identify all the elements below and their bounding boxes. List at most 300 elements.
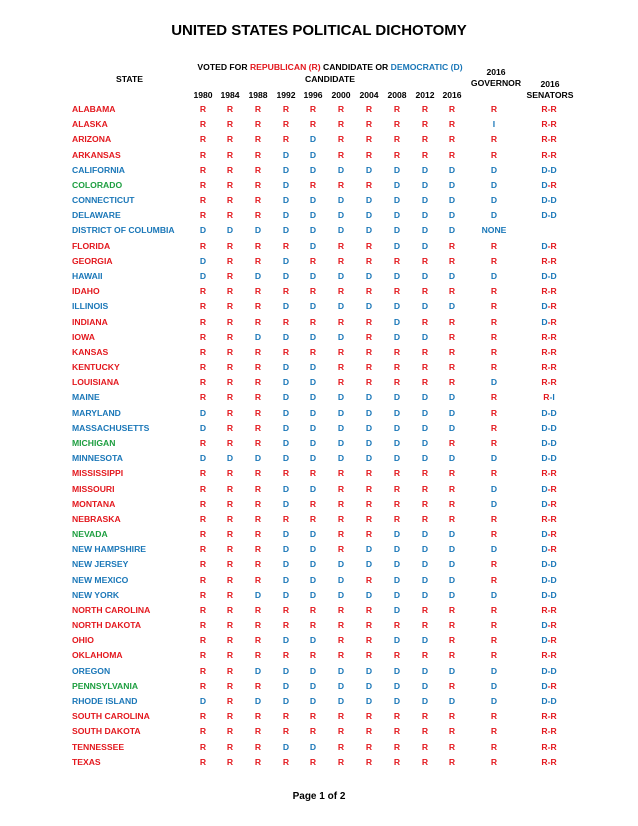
vote-cell: R bbox=[199, 468, 207, 479]
vote-cell: D bbox=[421, 574, 429, 585]
vote-cell: R bbox=[393, 756, 401, 767]
vote-cell: R bbox=[199, 195, 207, 206]
vote-cell: D bbox=[393, 559, 401, 570]
state-name: CONNECTICUT bbox=[72, 195, 135, 206]
vote-cell: R bbox=[226, 362, 234, 373]
vote-cell: R bbox=[393, 134, 401, 145]
vote-cell: D bbox=[448, 179, 456, 190]
vote-cell: R bbox=[254, 392, 262, 403]
vote-cell: R bbox=[282, 620, 290, 631]
vote-cell: D bbox=[365, 225, 373, 236]
vote-cell: R bbox=[448, 635, 456, 646]
vote-cell: R bbox=[393, 498, 401, 509]
vote-cell: R bbox=[282, 711, 290, 722]
vote-cell: R bbox=[365, 620, 373, 631]
governor-cell: D bbox=[490, 270, 498, 281]
vote-cell: R bbox=[254, 711, 262, 722]
senators-cell: D-D bbox=[541, 665, 557, 676]
vote-cell: D bbox=[421, 422, 429, 433]
table-row bbox=[0, 620, 638, 635]
governor-cell: D bbox=[490, 665, 498, 676]
vote-cell: R bbox=[226, 422, 234, 433]
voted-democratic: DEMOCRATIC (D) bbox=[390, 62, 463, 72]
year-header-2012: 2012 bbox=[415, 90, 435, 100]
vote-cell: R bbox=[421, 346, 429, 357]
year-header-1980: 1980 bbox=[193, 90, 213, 100]
state-name: ILLINOIS bbox=[72, 301, 109, 312]
vote-cell: D bbox=[421, 665, 429, 676]
governor-cell: R bbox=[490, 255, 498, 266]
vote-cell: R bbox=[421, 316, 429, 327]
senators-cell: D-R bbox=[541, 498, 557, 509]
vote-cell: R bbox=[199, 134, 207, 145]
vote-cell: D bbox=[365, 392, 373, 403]
vote-cell: R bbox=[393, 377, 401, 388]
page-title: UNITED STATES POLITICAL DICHOTOMY bbox=[171, 22, 467, 39]
page-footer: Page 1 of 2 bbox=[292, 791, 346, 802]
vote-cell: R bbox=[365, 119, 373, 130]
vote-cell: D bbox=[254, 453, 262, 464]
governor-cell: NONE bbox=[481, 225, 507, 236]
vote-cell: R bbox=[365, 104, 373, 114]
vote-cell: D bbox=[309, 270, 317, 281]
vote-cell: R bbox=[421, 255, 429, 266]
vote-cell: R bbox=[365, 513, 373, 524]
vote-cell: R bbox=[393, 362, 401, 373]
state-name: NEW HAMPSHIRE bbox=[72, 544, 147, 555]
vote-cell: R bbox=[226, 483, 234, 494]
year-header-1996: 1996 bbox=[303, 90, 323, 100]
state-name: MISSOURI bbox=[72, 483, 115, 494]
vote-cell: D bbox=[309, 574, 317, 585]
vote-cell: D bbox=[282, 574, 290, 585]
senators-cell: D-D bbox=[541, 270, 557, 281]
vote-cell: D bbox=[282, 483, 290, 494]
governor-cell: D bbox=[490, 195, 498, 206]
vote-cell: R bbox=[365, 286, 373, 297]
vote-cell: R bbox=[337, 316, 345, 327]
year-header-2000: 2000 bbox=[331, 90, 351, 100]
vote-cell: R bbox=[365, 149, 373, 160]
table-row bbox=[0, 499, 638, 514]
vote-cell: R bbox=[309, 498, 317, 509]
vote-cell: R bbox=[421, 286, 429, 297]
vote-cell: D bbox=[393, 680, 401, 691]
vote-cell: D bbox=[393, 301, 401, 312]
vote-cell: D bbox=[393, 635, 401, 646]
senators-cell: R-R bbox=[541, 104, 557, 114]
vote-cell: R bbox=[337, 513, 345, 524]
vote-cell: R bbox=[226, 680, 234, 691]
vote-cell: D bbox=[393, 529, 401, 540]
vote-cell: D bbox=[282, 437, 290, 448]
vote-cell: D bbox=[448, 665, 456, 676]
vote-cell: R bbox=[365, 756, 373, 767]
vote-cell: R bbox=[226, 286, 234, 297]
vote-cell: D bbox=[199, 422, 207, 433]
vote-cell: R bbox=[448, 362, 456, 373]
vote-cell: R bbox=[199, 529, 207, 540]
vote-cell: R bbox=[199, 741, 207, 752]
vote-cell: D bbox=[365, 164, 373, 175]
year-header-2008: 2008 bbox=[387, 90, 407, 100]
table-row bbox=[0, 332, 638, 347]
vote-cell: D bbox=[309, 362, 317, 373]
vote-cell: R bbox=[421, 468, 429, 479]
vote-cell: D bbox=[421, 195, 429, 206]
vote-cell: R bbox=[282, 286, 290, 297]
governor-cell: R bbox=[490, 635, 498, 646]
vote-cell: R bbox=[365, 179, 373, 190]
vote-cell: R bbox=[254, 741, 262, 752]
table-row bbox=[0, 711, 638, 726]
state-name: NEW MEXICO bbox=[72, 574, 129, 585]
vote-cell: D bbox=[393, 331, 401, 342]
vote-cell: D bbox=[421, 559, 429, 570]
vote-cell: R bbox=[448, 620, 456, 631]
vote-cell: R bbox=[421, 498, 429, 509]
governor-cell: R bbox=[490, 650, 498, 661]
vote-cell: R bbox=[199, 665, 207, 676]
vote-cell: D bbox=[199, 255, 207, 266]
vote-cell: R bbox=[421, 483, 429, 494]
vote-cell: D bbox=[365, 210, 373, 221]
state-name: ARIZONA bbox=[72, 134, 112, 145]
state-name: FLORIDA bbox=[72, 240, 111, 251]
vote-cell: R bbox=[226, 468, 234, 479]
state-name: NEVADA bbox=[72, 529, 108, 540]
vote-cell: D bbox=[337, 270, 345, 281]
vote-cell: D bbox=[309, 134, 317, 145]
governor-cell: D bbox=[490, 483, 498, 494]
state-name: MICHIGAN bbox=[72, 437, 116, 448]
vote-cell: R bbox=[337, 468, 345, 479]
vote-cell: D bbox=[337, 225, 345, 236]
vote-cell: R bbox=[199, 620, 207, 631]
vote-cell: D bbox=[282, 164, 290, 175]
vote-cell: D bbox=[309, 422, 317, 433]
vote-cell: R bbox=[226, 559, 234, 570]
vote-cell: D bbox=[421, 635, 429, 646]
vote-cell: D bbox=[282, 559, 290, 570]
vote-cell: D bbox=[365, 422, 373, 433]
governor-cell: D bbox=[490, 696, 498, 707]
vote-cell: R bbox=[199, 756, 207, 767]
vote-cell: D bbox=[309, 377, 317, 388]
vote-cell: R bbox=[254, 422, 262, 433]
vote-cell: R bbox=[365, 635, 373, 646]
vote-cell: R bbox=[448, 346, 456, 357]
vote-cell: D bbox=[448, 195, 456, 206]
vote-cell: D bbox=[365, 301, 373, 312]
vote-cell: R bbox=[282, 650, 290, 661]
senators-cell: D-D bbox=[541, 210, 557, 221]
table-row bbox=[0, 650, 638, 665]
vote-cell: R bbox=[421, 604, 429, 615]
table-row bbox=[0, 575, 638, 590]
vote-cell: D bbox=[393, 195, 401, 206]
governor-cell: R bbox=[490, 407, 498, 418]
vote-cell: R bbox=[448, 650, 456, 661]
vote-cell: R bbox=[199, 544, 207, 555]
senators-cell: R-R bbox=[541, 331, 557, 342]
state-name: OHIO bbox=[72, 635, 94, 646]
table-row bbox=[0, 408, 638, 423]
vote-cell: R bbox=[309, 650, 317, 661]
governor-cell: R bbox=[490, 104, 498, 114]
table-row bbox=[0, 150, 638, 165]
vote-cell: R bbox=[337, 149, 345, 160]
vote-cell: R bbox=[254, 680, 262, 691]
table-row bbox=[0, 195, 638, 210]
vote-cell: R bbox=[254, 179, 262, 190]
vote-cell: R bbox=[226, 240, 234, 251]
vote-cell: R bbox=[337, 726, 345, 737]
vote-cell: R bbox=[226, 635, 234, 646]
vote-cell: R bbox=[448, 513, 456, 524]
vote-cell: D bbox=[393, 665, 401, 676]
vote-cell: R bbox=[254, 437, 262, 448]
vote-cell: R bbox=[365, 741, 373, 752]
vote-cell: D bbox=[254, 270, 262, 281]
vote-cell: R bbox=[448, 437, 456, 448]
vote-cell: D bbox=[199, 453, 207, 464]
vote-cell: D bbox=[365, 665, 373, 676]
vote-cell: D bbox=[309, 559, 317, 570]
vote-cell: D bbox=[337, 331, 345, 342]
table-row bbox=[0, 271, 638, 286]
vote-cell: R bbox=[254, 756, 262, 767]
vote-cell: R bbox=[393, 741, 401, 752]
vote-cell: R bbox=[226, 620, 234, 631]
vote-cell: R bbox=[254, 377, 262, 388]
vote-cell: R bbox=[309, 104, 317, 114]
state-header: STATE bbox=[116, 74, 143, 84]
vote-cell: R bbox=[337, 498, 345, 509]
vote-cell: D bbox=[365, 559, 373, 570]
senators-cell: R-R bbox=[541, 726, 557, 737]
vote-cell: R bbox=[199, 316, 207, 327]
vote-cell: R bbox=[337, 544, 345, 555]
governor-cell: D bbox=[490, 453, 498, 464]
table-row bbox=[0, 666, 638, 681]
table-row bbox=[0, 635, 638, 650]
vote-cell: R bbox=[254, 134, 262, 145]
vote-cell: D bbox=[421, 225, 429, 236]
table-row bbox=[0, 605, 638, 620]
vote-cell: R bbox=[199, 589, 207, 600]
senators-cell: R-R bbox=[541, 604, 557, 615]
vote-cell: D bbox=[337, 422, 345, 433]
state-name: DELAWARE bbox=[72, 210, 121, 221]
vote-cell: D bbox=[309, 741, 317, 752]
vote-cell: R bbox=[337, 620, 345, 631]
governor-cell: R bbox=[490, 559, 498, 570]
vote-cell: D bbox=[309, 680, 317, 691]
governor-cell: D bbox=[490, 680, 498, 691]
vote-cell: R bbox=[309, 756, 317, 767]
vote-cell: R bbox=[226, 756, 234, 767]
state-name: MISSISSIPPI bbox=[72, 468, 124, 479]
vote-cell: D bbox=[309, 589, 317, 600]
vote-cell: D bbox=[199, 696, 207, 707]
vote-cell: R bbox=[448, 240, 456, 251]
vote-cell: R bbox=[309, 316, 317, 327]
vote-cell: R bbox=[226, 604, 234, 615]
vote-cell: D bbox=[421, 392, 429, 403]
vote-cell: D bbox=[393, 407, 401, 418]
vote-cell: D bbox=[421, 270, 429, 281]
vote-cell: D bbox=[282, 210, 290, 221]
state-name: OREGON bbox=[72, 665, 111, 676]
vote-cell: D bbox=[365, 407, 373, 418]
senators-cell: D-R bbox=[541, 240, 557, 251]
vote-cell: R bbox=[199, 498, 207, 509]
vote-cell: R bbox=[199, 483, 207, 494]
vote-cell: R bbox=[448, 468, 456, 479]
vote-cell: R bbox=[448, 134, 456, 145]
vote-cell: R bbox=[226, 726, 234, 737]
senators-cell: D-D bbox=[541, 422, 557, 433]
vote-cell: R bbox=[365, 316, 373, 327]
vote-cell: R bbox=[254, 513, 262, 524]
table-row bbox=[0, 484, 638, 499]
vote-cell: R bbox=[448, 483, 456, 494]
state-name: ALASKA bbox=[72, 119, 108, 130]
table-row bbox=[0, 134, 638, 149]
vote-cell: D bbox=[393, 225, 401, 236]
vote-cell: R bbox=[309, 604, 317, 615]
vote-cell: D bbox=[226, 453, 234, 464]
vote-cell: R bbox=[199, 680, 207, 691]
governor-cell: D bbox=[490, 544, 498, 555]
vote-cell: R bbox=[421, 149, 429, 160]
vote-cell: R bbox=[226, 255, 234, 266]
table-row bbox=[0, 392, 638, 407]
vote-cell: R bbox=[254, 301, 262, 312]
vote-cell: D bbox=[421, 589, 429, 600]
vote-cell: D bbox=[393, 422, 401, 433]
vote-cell: D bbox=[448, 422, 456, 433]
table-row bbox=[0, 529, 638, 544]
vote-cell: D bbox=[282, 498, 290, 509]
vote-cell: R bbox=[282, 104, 290, 114]
governor-cell: R bbox=[490, 422, 498, 433]
vote-cell: R bbox=[226, 346, 234, 357]
vote-cell: D bbox=[421, 179, 429, 190]
table-row bbox=[0, 696, 638, 711]
senators-cell: D-D bbox=[541, 407, 557, 418]
table-row bbox=[0, 256, 638, 271]
state-name: PENNSYLVANIA bbox=[72, 680, 139, 691]
vote-cell: D bbox=[448, 559, 456, 570]
vote-cell: R bbox=[199, 286, 207, 297]
state-name: IOWA bbox=[72, 331, 95, 342]
vote-cell: R bbox=[254, 104, 262, 114]
state-name: DISTRICT OF COLUMBIA bbox=[72, 225, 175, 236]
vote-cell: R bbox=[393, 149, 401, 160]
vote-cell: D bbox=[282, 301, 290, 312]
vote-cell: D bbox=[393, 604, 401, 615]
vote-cell: R bbox=[337, 483, 345, 494]
vote-cell: R bbox=[365, 362, 373, 373]
vote-cell: R bbox=[282, 346, 290, 357]
governor-cell: D bbox=[490, 210, 498, 221]
vote-cell: R bbox=[365, 255, 373, 266]
vote-cell: D bbox=[309, 544, 317, 555]
governor-cell: R bbox=[490, 134, 498, 145]
vote-cell: D bbox=[448, 164, 456, 175]
vote-cell: R bbox=[393, 711, 401, 722]
vote-cell: R bbox=[421, 756, 429, 767]
vote-cell: R bbox=[448, 711, 456, 722]
vote-cell: R bbox=[226, 407, 234, 418]
vote-cell: D bbox=[448, 529, 456, 540]
vote-cell: D bbox=[309, 407, 317, 418]
vote-cell: R bbox=[199, 559, 207, 570]
vote-cell: R bbox=[337, 119, 345, 130]
vote-cell: R bbox=[448, 756, 456, 767]
vote-cell: R bbox=[337, 104, 345, 114]
senators-cell: D-D bbox=[541, 453, 557, 464]
state-name: ALABAMA bbox=[72, 104, 116, 114]
vote-cell: D bbox=[282, 422, 290, 433]
vote-cell: R bbox=[337, 346, 345, 357]
table-row bbox=[0, 241, 638, 256]
vote-cell: R bbox=[199, 240, 207, 251]
vote-cell: R bbox=[199, 149, 207, 160]
vote-cell: R bbox=[199, 650, 207, 661]
senators-cell: R-R bbox=[541, 134, 557, 145]
vote-cell: R bbox=[393, 346, 401, 357]
vote-cell: R bbox=[421, 134, 429, 145]
vote-cell: R bbox=[254, 346, 262, 357]
senators-cell: D-D bbox=[541, 195, 557, 206]
vote-cell: R bbox=[282, 316, 290, 327]
vote-cell: D bbox=[282, 635, 290, 646]
vote-cell: R bbox=[199, 210, 207, 221]
vote-cell: R bbox=[365, 483, 373, 494]
vote-cell: D bbox=[393, 574, 401, 585]
vote-cell: D bbox=[254, 331, 262, 342]
state-name: MASSACHUSETTS bbox=[72, 422, 150, 433]
vote-cell: D bbox=[393, 210, 401, 221]
vote-cell: D bbox=[448, 407, 456, 418]
vote-cell: D bbox=[337, 665, 345, 676]
vote-cell: R bbox=[282, 604, 290, 615]
vote-cell: D bbox=[337, 407, 345, 418]
vote-cell: D bbox=[309, 529, 317, 540]
vote-cell: R bbox=[199, 331, 207, 342]
vote-cell: D bbox=[393, 589, 401, 600]
vote-cell: D bbox=[421, 210, 429, 221]
state-name: KENTUCKY bbox=[72, 362, 120, 373]
governor-cell: R bbox=[490, 149, 498, 160]
senators-cell: R-I bbox=[543, 392, 555, 403]
vote-cell: R bbox=[448, 680, 456, 691]
vote-cell: R bbox=[365, 468, 373, 479]
table-row bbox=[0, 225, 638, 240]
vote-cell: R bbox=[448, 726, 456, 737]
senators-cell: D-R bbox=[541, 680, 557, 691]
senators-cell: D-D bbox=[541, 696, 557, 707]
vote-cell: D bbox=[448, 392, 456, 403]
governor-cell: R bbox=[490, 756, 498, 767]
senators-cell: D-D bbox=[541, 164, 557, 175]
vote-cell: R bbox=[254, 635, 262, 646]
vote-cell: D bbox=[254, 589, 262, 600]
vote-cell: D bbox=[337, 680, 345, 691]
